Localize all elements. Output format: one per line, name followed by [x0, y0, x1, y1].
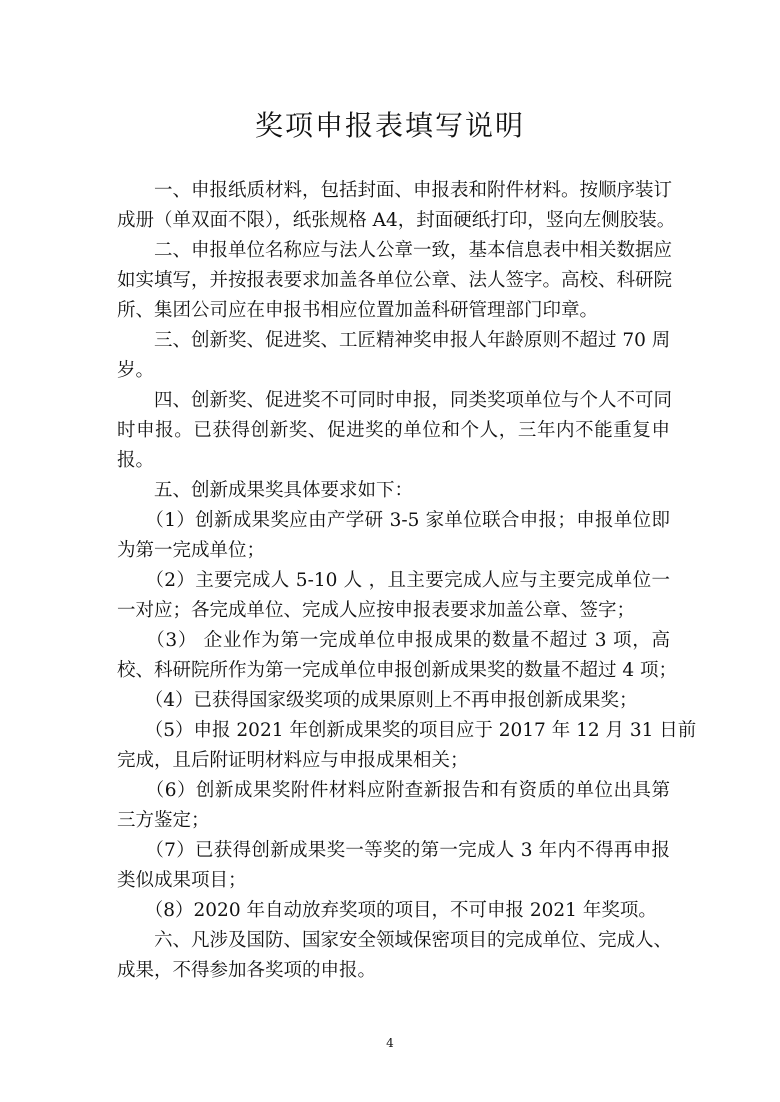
paragraph-line: 如实填写，并按报表要求加盖各单位公章、法人签字。高校、科研院: [117, 270, 673, 291]
paragraph-line: 为第一完成单位；: [117, 540, 266, 561]
paragraph-line-first: 一、申报纸质材料，包括封面、申报表和附件材料。按顺序装订: [117, 180, 673, 201]
paragraph-line: 时申报。已获得创新奖、促进奖的单位和个人，三年内不能重复申: [117, 420, 670, 441]
paragraph-line: 成果，不得参加各奖项的申报。: [117, 960, 377, 981]
paragraph-line: 完成，且后附证明材料应与申报成果相关；: [117, 750, 469, 771]
document-title: 奖项申报表填写说明: [254, 109, 525, 142]
paragraph-line-first: （7）已获得创新成果奖一等奖的第一完成人 3 年内不得再申报: [117, 840, 670, 861]
paragraph-line-first: 二、申报单位名称应与法人公章一致，基本信息表中相关数据应: [117, 240, 673, 261]
paragraph-line: 岁。: [117, 360, 155, 381]
paragraph-line-first: （4）已获得国家级奖项的成果原则上不再申报创新成果奖；: [117, 690, 638, 711]
paragraph-line: 成册（单双面不限），纸张规格 A4，封面硬纸打印，竖向左侧胶装。: [117, 210, 676, 231]
paragraph-line-first: （5）申报 2021 年创新成果奖的项目应于 2017 年 12 月 31 日前: [117, 720, 697, 741]
paragraph-line-first: 四、创新奖、促进奖不可同时申报，同类奖项单位与个人不可同: [117, 390, 673, 411]
paragraph-line-first: （1）创新成果奖应由产学研 3-5 家单位联合申报；申报单位即: [117, 510, 670, 531]
paragraph-line-first: （6）创新成果奖附件材料应附查新报告和有资质的单位出具第: [117, 780, 670, 801]
paragraph-line: 三方鉴定；: [117, 810, 210, 831]
paragraph-line: 报。: [117, 450, 155, 471]
paragraph-line: 所、集团公司应在申报书相应位置加盖科研管理部门印章。: [117, 300, 599, 321]
paragraph-line-first: 六、凡涉及国防、国家安全领域保密项目的完成单位、完成人、: [117, 930, 673, 951]
paragraph-line-first: 五、创新成果奖具体要求如下：: [117, 480, 414, 501]
paragraph-line-first: 三、创新奖、促进奖、工匠精神奖申报人年龄原则不超过 70 周: [117, 330, 671, 351]
paragraph-line-first: （8）2020 年自动放弃奖项的项目，不可申报 2021 年奖项。: [117, 900, 657, 921]
paragraph-line-first: （2）主要完成人 5-10 人 ，且主要完成人应与主要完成单位一: [117, 570, 670, 591]
paragraph-line: 一对应；各完成单位、完成人应按申报表要求加盖公章、签字；: [117, 600, 636, 621]
paragraph-line: 校、科研院所作为第一完成单位申报创新成果奖的数量不超过 4 项；: [117, 660, 678, 681]
paragraph-line: 类似成果项目；: [117, 870, 247, 891]
paragraph-line-first: （3） 企业作为第一完成单位申报成果的数量不超过 3 项，高: [117, 630, 670, 651]
page-number: 4: [386, 1036, 394, 1050]
